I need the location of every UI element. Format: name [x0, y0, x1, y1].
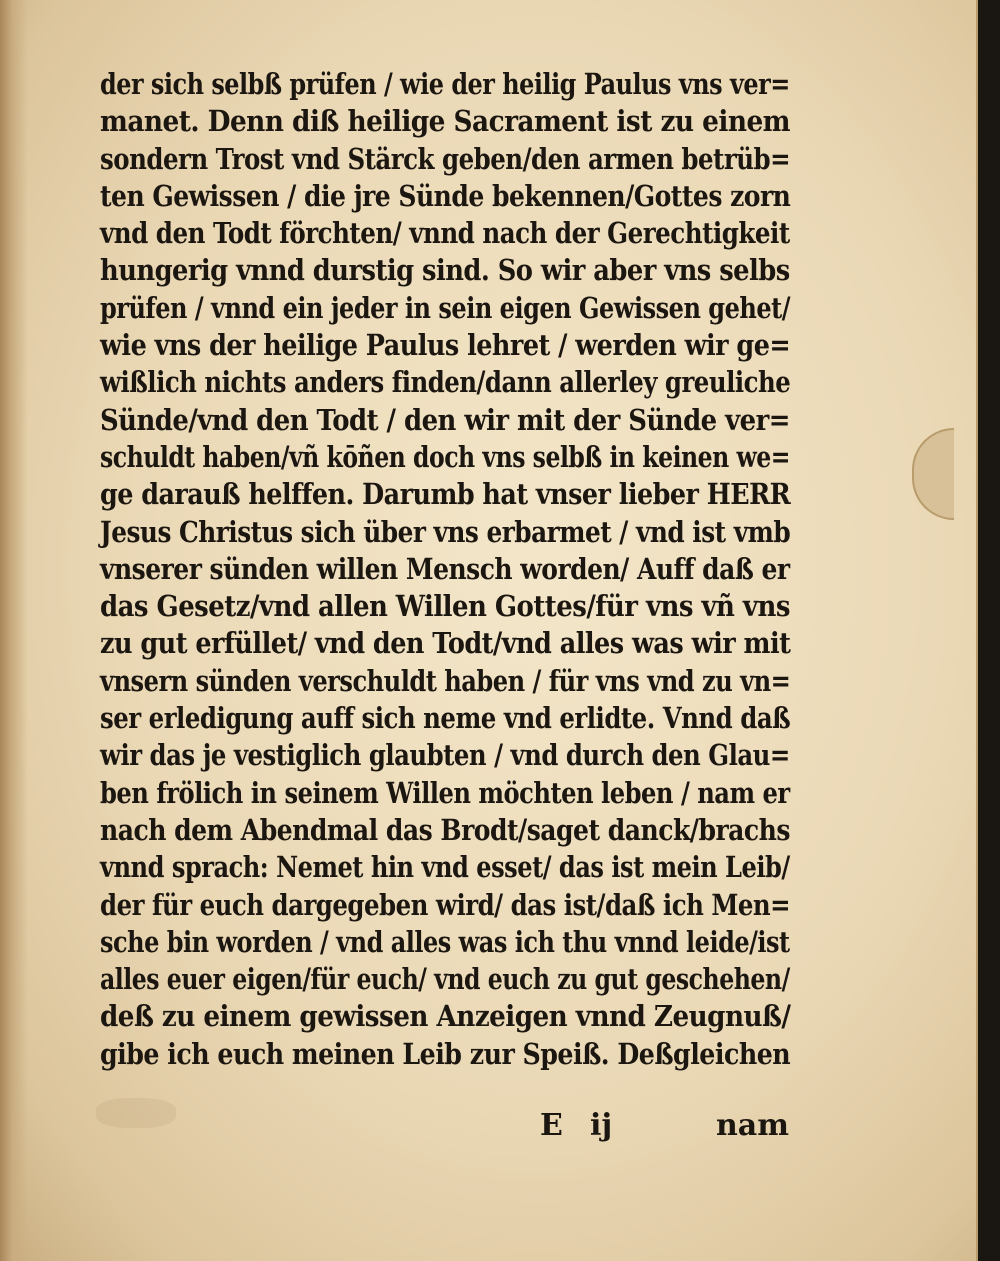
text-line: der sich selbß prüfen / wie der heilig Paulus vns ver= — [100, 67, 790, 101]
page-footer — [100, 1108, 790, 1148]
text-line: Sünde/vnd den Todt / den wir mit der Sünde ver= — [100, 402, 790, 437]
text-line: sche bin worden / vnd alles was ich thu vnnd leide/ist — [100, 924, 790, 959]
text-line: sondern Trost vnd Stärck geben/den armen betrüb= — [100, 141, 791, 176]
text-line: nach dem Abendmal das Brodt/saget danck/brachs — [100, 812, 790, 847]
text-line: prüfen / vnnd ein jeder in sein eigen Gewissen gehet/ — [100, 290, 791, 325]
page-gutter — [0, 0, 28, 1261]
text-line: wißlich nichts anders finden/dann allerley greuliche — [100, 365, 791, 400]
text-line: gibe ich euch meinen Leib zur Speiß. Deßgleichen — [100, 1036, 791, 1071]
text-line: ben frölich in seinem Willen möchten leben / nam er — [100, 775, 790, 810]
signature-number: ij — [590, 1108, 613, 1143]
text-line: schuldt haben/vñ kōñen doch vns selbß in keinen we= — [100, 439, 791, 474]
text-line: manet. Denn diß heilige Sacrament ist zu einem — [100, 104, 791, 139]
signature-mark: E — [540, 1108, 563, 1143]
body-text — [100, 66, 790, 1073]
text-line: hungerig vnnd durstig sind. So wir aber vns selbs — [100, 253, 790, 288]
text-line: wir das je vestiglich glaubten / vnd durch den Glau= — [100, 738, 790, 773]
text-line: vnd den Todt förchten/ vnnd nach der Gerechtigkeit — [100, 216, 790, 251]
text-line: ten Gewissen / die jre Sünde bekennen/Gottes zorn — [100, 178, 791, 213]
text-line: wie vns der heilige Paulus lehret / werden wir ge= — [100, 328, 791, 363]
text-line: vnsern sünden verschuldt haben / für vns vnd zu vn= — [100, 663, 791, 698]
text-line: deß zu einem gewissen Anzeigen vnnd Zeugnuß/ — [100, 999, 791, 1034]
text-line: vnserer sünden willen Mensch worden/ Auff daß er — [100, 551, 790, 586]
text-line: alles euer eigen/für euch/ vnd euch zu gut geschehen/ — [100, 962, 790, 997]
page-edge-tab — [912, 428, 954, 520]
text-line: das Gesetz/vnd allen Willen Gottes/für vns vñ vns — [100, 589, 790, 624]
catchword: nam — [716, 1108, 789, 1143]
text-line: der für euch dargegeben wird/ das ist/daß ich Men= — [100, 887, 791, 922]
text-line: vnnd sprach: Nemet hin vnd esset/ das ist mein Leib/ — [100, 850, 790, 885]
text-line: ge darauß helffen. Darumb hat vnser lieber HERR — [100, 477, 791, 512]
text-line: ser erledigung auff sich neme vnd erlidte. Vnnd daß — [100, 701, 791, 736]
text-line: zu gut erfüllet/ vnd den Todt/vnd alles was wir mit — [100, 626, 791, 661]
text-line: Jesus Christus sich über vns erbarmet / vnd ist vmb — [100, 514, 791, 549]
